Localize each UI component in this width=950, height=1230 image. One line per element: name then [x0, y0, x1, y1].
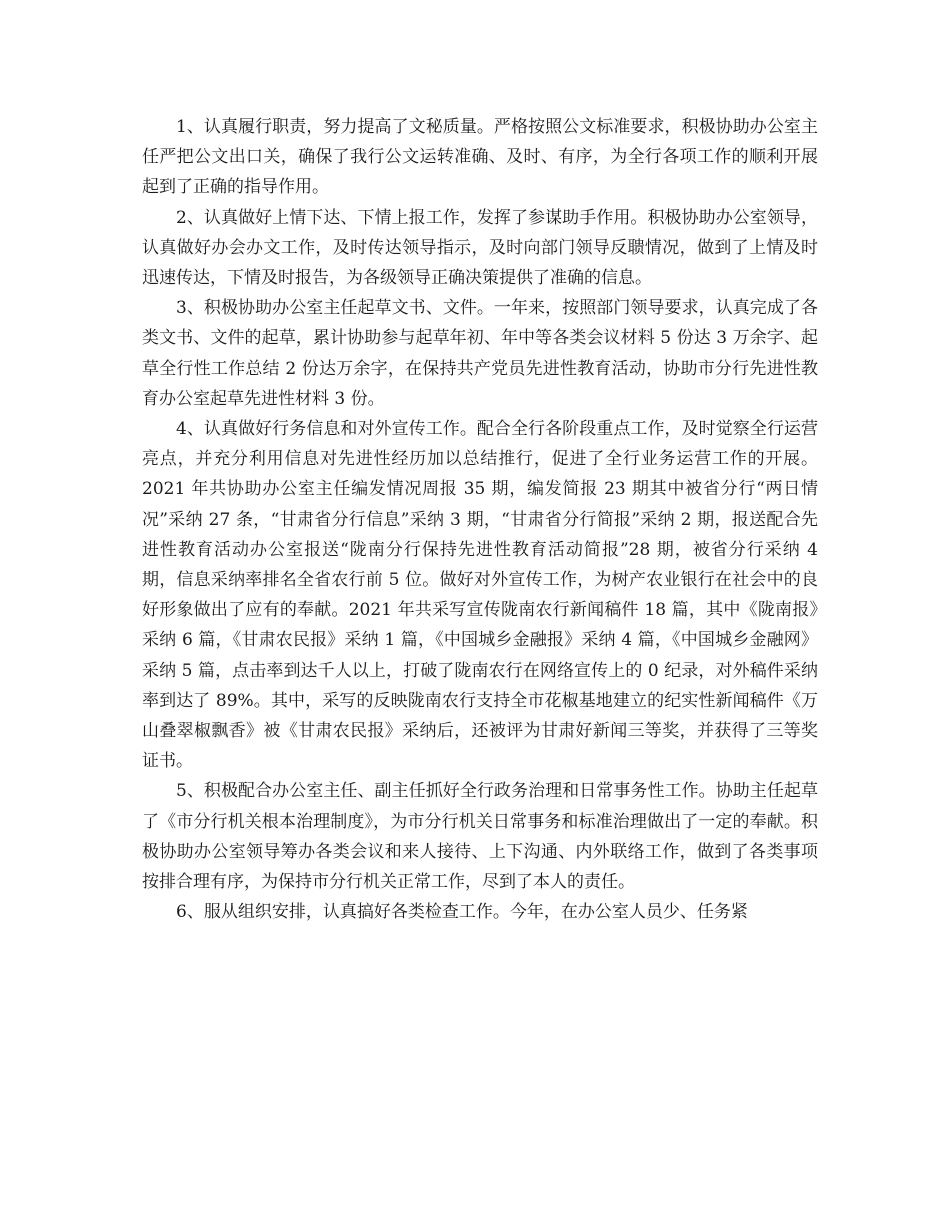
document-body: [142, 112, 818, 927]
paragraph-1: 1、认真履行职责，努力提高了文秘质量。严格按照公文标准要求，积极协助办公室主任严把公文出口关，确保了我行公文运转准确、及时、有序，为全行各项工作的顺利开展起到了正确的指导作用。: [142, 117, 818, 198]
paragraph-3: 3、积极协助办公室主任起草文书、文件。一年来，按照部门领导要求，认真完成了各类文书、文件的起草，累计协助参与起草年初、年中等各类会议材料 5 份达 3 万余字、起草全行性工作总结 2 份达万余字，在保持共产党员先进性教育活动，协助市分行先进性教育办公室起草先进性材料 3 份。: [142, 298, 818, 409]
paragraph-6: 6、服从组织安排，认真搞好各类检查工作。今年，在办公室人员少、任务紧: [176, 902, 748, 923]
paragraph-4: 4、认真做好行务信息和对外宣传工作。配合全行各阶段重点工作，及时觉察全行运营亮点，并充分利用信息对先进性经历加以总结推行，促进了全行业务运营工作的开展。2021 年共协助办公室主任编发情况周报 35 期，编发简报 23 期其中被省分行“两日情况”采纳 27 条，“甘肃省分行信息”采纳 3 期，“甘肃省分行简报”采纳 2 期，报送配合先进性教育活动办公室报送“陇南分行保持先进性教育活动简报”28 期，被省分行采纳 4 期，信息采纳率排名全省农行前 5 位。做好对外宣传工作，为树产农业银行在社会中的良好形象做出了应有的奉献。2021 年共采写宣传陇南农行新闻稿件 18 篇，其中《陇南报》采纳 6 篇，《甘肃农民报》采纳 1 篇，《中国城乡金融报》采纳 4 篇，《中国城乡金融网》采纳 5 篇，点击率到达千人以上，打破了陇南农行在网络宣传上的 0 纪录，对外稿件采纳率到达了 89%。其中，采写的反映陇南农行支持全市花椒基地建立的纪实性新闻稿件《万山叠翠椒飘香》被《甘肃农民报》采纳后，还被评为甘肃好新闻三等奖，并获得了三等奖证书。: [142, 419, 818, 772]
paragraph-5: 5、积极配合办公室主任、副主任抓好全行政务治理和日常事务性工作。协助主任起草了《市分行机关根本治理制度》，为市分行机关日常事务和标准治理做出了一定的奉献。积极协助办公室领导筹办各类会议和来人接待、上下沟通、内外联络工作，做到了各类事项按排合理有序，为保持市分行机关正常工作，尽到了本人的责任。: [142, 781, 818, 893]
paragraph-2: 2、认真做好上情下达、下情上报工作，发挥了参谋助手作用。积极协助办公室领导，认真做好办会办文工作，及时传达领导指示，及时向部门领导反聩情况，做到了上情及时迅速传达，下情及时报告，为各级领导正确决策提供了准确的信息。: [142, 207, 818, 289]
